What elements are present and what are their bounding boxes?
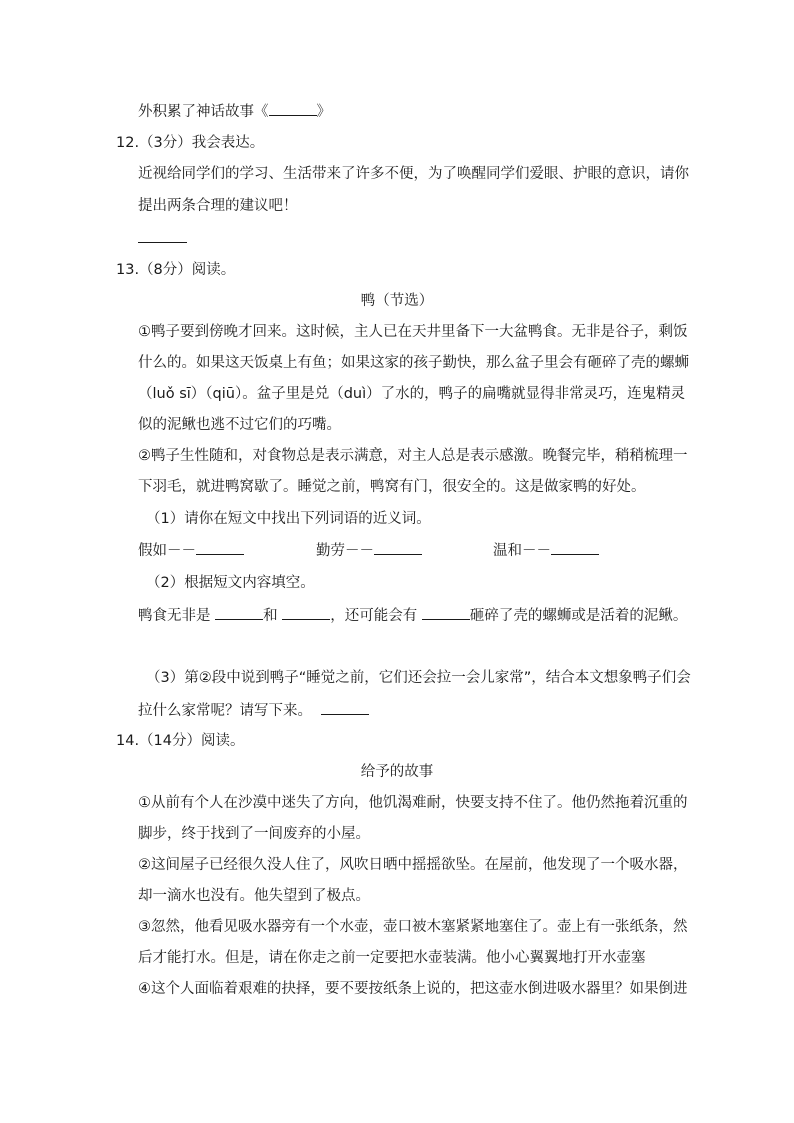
answer-blank[interactable] (551, 540, 599, 555)
answer-blank[interactable] (196, 540, 244, 555)
answer-blank[interactable] (282, 605, 330, 620)
answer-blank[interactable] (215, 605, 263, 620)
myth-story-suffix: 》 (316, 104, 331, 120)
answer-blank[interactable] (321, 700, 369, 715)
myth-story-prefix: 外积累了神话故事《 (138, 104, 269, 120)
question-14-heading: 14.（14分）阅读。 (116, 733, 245, 749)
passage-line: ②这间屋子已经很久没人住了，风吹日晒中摇摇欲坠。在屋前，他发现了一个吸水器， (138, 857, 688, 873)
passage-line: ③忽然，他看见吸水器旁有一个水壶，壶口被木塞紧紧地塞住了。壶上有一张纸条，然 (138, 919, 688, 935)
question-12-prompt-line-1: 近视给同学们的学习、生活带来了许多不便，为了唤醒同学们爱眼、护眼的意识，请你 (138, 166, 689, 182)
passage-line: 后才能打水。但是，请在你走之前一定要把水壶装满。他小心翼翼地打开水壶塞 (138, 950, 646, 966)
passage-line: 什么的。如果这天饭桌上有鱼；如果这家的孩子勤快，那么盆子里会有砸碎了壳的螺蛳 (138, 355, 689, 371)
question-12-answer (138, 228, 187, 249)
subquestion-3-line-2: 拉什么家常呢？请写下来。 (138, 700, 369, 721)
synonym-item-2: 勤劳－－ (316, 540, 422, 561)
question-12-heading: 12.（3分）我会表达。 (116, 135, 265, 151)
passage-line: ④这个人面临着艰难的抉择，要不要按纸条上说的，把这壶水倒进吸水器里？如果倒进 (138, 981, 688, 997)
passage-title-duck: 鸭（节选） (360, 293, 434, 309)
question-13-heading: 13.（8分）阅读。 (116, 262, 236, 278)
synonym-item-3: 温和－－ (493, 540, 599, 561)
passage-title-giving: 给予的故事 (360, 764, 434, 780)
fill-in-sentence: 鸭食无非是 和 ，还可能会有 砸碎了壳的螺蛳或是活着的泥鳅。 (138, 605, 687, 626)
text-line (138, 101, 331, 122)
synonym-item-1: 假如－－ (138, 540, 244, 561)
answer-blank[interactable] (138, 228, 187, 243)
passage-line: ①鸭子要到傍晚才回来。这时候，主人已在天井里备下一大盆鸭食。无非是谷子，剩饭 (138, 324, 688, 340)
passage-line: ①从前有个人在沙漠中迷失了方向，他饥渴难耐，快要支持不住了。他仍然拖着沉重的 (138, 795, 688, 811)
answer-blank[interactable] (269, 101, 317, 116)
passage-line: （luǒ sī）（qiū）。盆子里是兑（duì）了水的，鸭子的扁嘴就显得非常灵巧，连鬼精灵 (138, 386, 686, 402)
subquestion-1: （1）请你在短文中找出下列词语的近义词。 (146, 511, 431, 527)
passage-line: 却一滴水也没有。他失望到了极点。 (138, 888, 370, 904)
passage-line: 脚步，终于找到了一间废弃的小屋。 (138, 826, 370, 842)
answer-blank[interactable] (422, 605, 470, 620)
subquestion-3-line-1: （3）第②段中说到鸭子“睡觉之前，它们还会拉一会儿家常”，结合本文想象鸭子们会 (146, 670, 691, 686)
passage-line: ②鸭子生性随和，对食物总是表示满意，对主人总是表示感激。晚餐完毕，稍稍梳理一 (138, 448, 688, 464)
question-12-prompt-line-2: 提出两条合理的建议吧！ (138, 198, 298, 214)
passage-line: 下羽毛，就进鸭窝歇了。睡觉之前，鸭窝有门，很安全的。这是做家鸭的好处。 (138, 479, 646, 495)
passage-line: 似的泥鳅也逃不过它们的巧嘴。 (138, 417, 341, 433)
answer-blank[interactable] (374, 540, 422, 555)
subquestion-2: （2）根据短文内容填空。 (146, 575, 315, 591)
